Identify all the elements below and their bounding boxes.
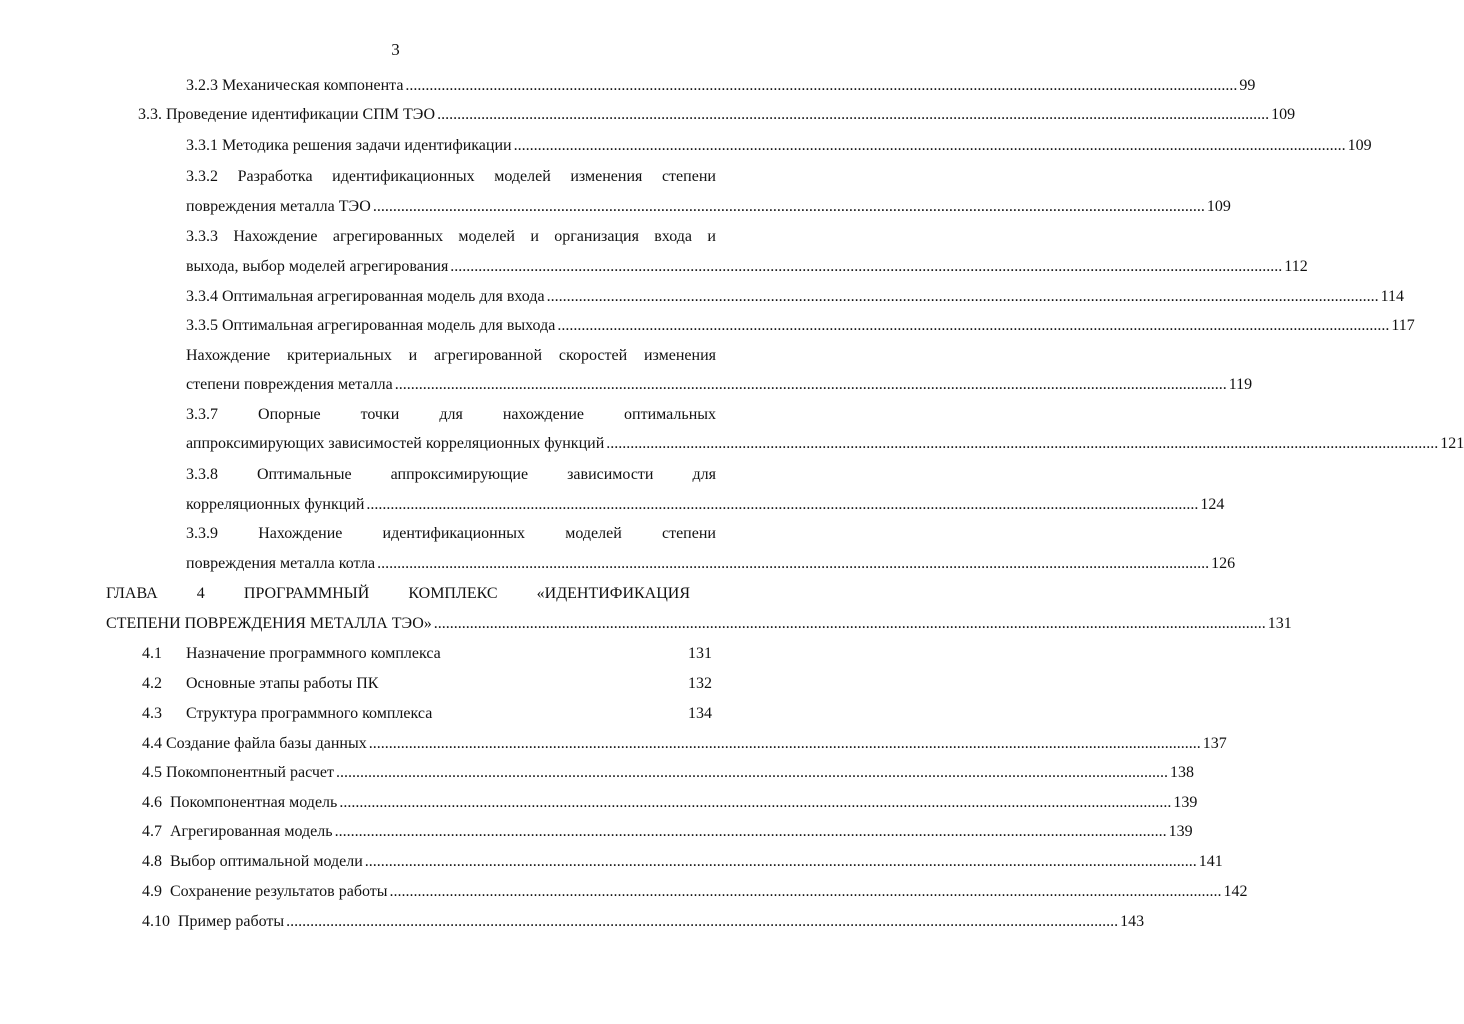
toc-entry-3-3-8-line1: [186, 464, 716, 486]
toc-entry-label: 3.2.3 Механическая компонента: [186, 77, 404, 94]
toc-page-number: 124: [1200, 496, 1225, 513]
dot-leader: [336, 762, 1168, 784]
toc-entry-label: корреляционных функций: [186, 496, 365, 513]
word: КОМПЛЕКС: [408, 585, 498, 602]
dot-leader: [437, 104, 1269, 126]
dot-leader: [369, 733, 1201, 755]
toc-entry-label: 3.3.4 Оптимальная агрегированная модель для входа: [186, 288, 545, 305]
dot-leader: [450, 256, 1282, 278]
dot-leader: [377, 553, 1209, 575]
toc-page-number: 117: [1391, 317, 1415, 334]
toc-entry-label: 3.3.1 Методика решения задачи идентификации: [186, 137, 512, 154]
toc-page-number: 109: [1206, 198, 1231, 215]
word: оптимальных: [624, 406, 716, 423]
toc-page-number: 109: [1347, 137, 1372, 154]
toc-entry-4-4: [142, 733, 1227, 755]
dot-leader: [365, 851, 1197, 873]
word: зависимости: [567, 466, 654, 483]
toc-entry-3-3-5: [186, 315, 1415, 337]
toc-entry-3-3-3-line2: [186, 256, 1308, 278]
dot-leader: [335, 821, 1167, 843]
toc-entry-label: повреждения металла ТЭО: [186, 198, 371, 215]
toc-page-number: 141: [1198, 853, 1223, 870]
dot-leader: [366, 494, 1198, 516]
toc-page-number: 139: [1173, 794, 1198, 811]
toc-entry-3-3-9-line1: [186, 523, 716, 545]
word: для: [439, 406, 463, 423]
toc-entry-label: 4.4 Создание файла базы данных: [142, 735, 367, 752]
word: критериальных: [287, 347, 392, 364]
toc-entry-code: 4.3: [142, 705, 162, 722]
toc-chapter-4-line1: [106, 583, 690, 605]
word: и: [530, 228, 539, 245]
toc-entry-4-1: [142, 643, 712, 665]
toc-entry-label: 3.3.5 Оптимальная агрегированная модель для выхода: [186, 317, 556, 334]
word: и: [408, 347, 418, 364]
word: 3.3.8: [186, 466, 218, 483]
toc-page-number: 99: [1239, 77, 1256, 94]
toc-page-number: 134: [688, 705, 712, 722]
toc-entry-label: 4.8 Выбор оптимальной модели: [142, 853, 363, 870]
word: агрегированной: [434, 347, 543, 364]
toc-entry-label: 4.6 Покомпонентная модель: [142, 794, 338, 811]
toc-page-number: 138: [1170, 764, 1195, 781]
toc-entry-3-3: [138, 104, 1296, 126]
toc-entry-3-2-3: [186, 75, 1256, 97]
toc-page-number: 109: [1271, 106, 1296, 123]
toc-page-number: 114: [1380, 288, 1404, 305]
toc-entry-4-5: [142, 762, 1195, 784]
toc-entry-4-9: [142, 881, 1248, 903]
toc-entry-3-3-9-line2: [186, 553, 1236, 575]
word: ГЛАВА: [106, 585, 158, 602]
word: точки: [360, 406, 400, 423]
word: ПРОГРАММНЫЙ: [243, 585, 370, 602]
word: Нахождение: [258, 525, 343, 542]
toc-entry-label: 4.10 Пример работы: [142, 913, 285, 930]
word: Опорные: [258, 406, 321, 423]
dot-leader: [405, 75, 1237, 97]
word: Оптимальные: [257, 466, 352, 483]
word: моделей: [458, 228, 515, 245]
toc-entry-label: степени повреждения металла: [186, 376, 393, 393]
toc-entry-4-8: [142, 851, 1223, 873]
dot-leader: [286, 911, 1118, 933]
word: агрегированных: [332, 228, 444, 245]
toc-page-number: 143: [1120, 913, 1145, 930]
toc-entry-3-3-2-line1: [186, 166, 716, 188]
word: идентификационных: [332, 168, 475, 185]
toc-entry-3-3-6-line2: [186, 374, 1253, 396]
dot-leader: [606, 433, 1438, 455]
word: Нахождение: [233, 228, 318, 245]
toc-entry-code: 4.2: [142, 675, 162, 692]
toc-page-number: 126: [1211, 555, 1236, 572]
word: идентификационных: [382, 525, 526, 542]
toc-entry-3-3-4: [186, 286, 1404, 308]
word: моделей: [565, 525, 622, 542]
toc-entry-label: повреждения металла котла: [186, 555, 376, 572]
toc-page-number: 131: [688, 645, 712, 662]
word: 3.3.7: [186, 406, 218, 423]
word: и: [707, 228, 716, 245]
toc-entry-label: 3.3. Проведение идентификации СПМ ТЭО: [138, 106, 436, 123]
toc-entry-label: аппроксимирующих зависимостей корреляционных функций: [186, 435, 605, 452]
word: изменения: [643, 347, 716, 364]
word: степени: [661, 525, 716, 542]
dot-leader: [434, 613, 1266, 635]
word: организация: [554, 228, 639, 245]
toc-entry-3-3-6-line1: [186, 345, 716, 367]
page-number: 3: [391, 40, 400, 59]
toc-page-number: 119: [1228, 376, 1253, 393]
toc-entry-3-3-1: [186, 135, 1372, 157]
toc-entry-label: выхода, выбор моделей агрегирования: [186, 258, 449, 275]
dot-leader: [557, 315, 1389, 337]
toc-page-number: 132: [688, 675, 712, 692]
word: Нахождение: [186, 347, 271, 364]
toc-entry-code: 4.1: [142, 645, 162, 662]
toc-page-number: 131: [1267, 615, 1292, 632]
word: 3.3.9: [186, 525, 218, 542]
word: 3.3.3: [186, 228, 218, 245]
word: Разработка: [237, 168, 313, 185]
dot-leader: [395, 374, 1227, 396]
toc-chapter-4-line2: [106, 613, 1292, 635]
toc-entry-3-3-8-line2: [186, 494, 1225, 516]
toc-entry-4-3: [142, 703, 712, 725]
word: 3.3.2: [186, 168, 218, 185]
toc-entry-3-3-3-line1: [186, 226, 716, 248]
toc-entry-label: Основные этапы работы ПК: [186, 675, 379, 692]
dot-leader: [514, 135, 1346, 157]
word: аппроксимирующие: [390, 466, 529, 483]
toc-entry-3-3-2-line2: [186, 196, 1231, 218]
word: скоростей: [558, 347, 628, 364]
word: изменения: [570, 168, 643, 185]
toc-page-number: 139: [1168, 823, 1193, 840]
dot-leader: [373, 196, 1205, 218]
toc-entry-label: Структура программного комплекса: [186, 705, 433, 722]
toc-page-number: 142: [1223, 883, 1248, 900]
word: моделей: [494, 168, 551, 185]
word: нахождение: [502, 406, 585, 423]
toc-entry-label: 4.9 Сохранение результатов работы: [142, 883, 388, 900]
dot-leader: [339, 792, 1171, 814]
word: «ИДЕНТИФИКАЦИЯ: [536, 585, 690, 602]
dot-leader: [547, 286, 1379, 308]
word: степени: [661, 168, 716, 185]
toc-entry-label: 4.5 Покомпонентный расчет: [142, 764, 335, 781]
toc-entry-3-3-7-line2: [186, 433, 1464, 455]
toc-entry-4-6: [142, 792, 1198, 814]
word: для: [692, 466, 716, 483]
toc-entry-3-3-7-line1: [186, 404, 716, 426]
toc-entry-4-10: [142, 911, 1145, 933]
toc-page-number: 121: [1440, 435, 1464, 452]
toc-page-number: 137: [1202, 735, 1227, 752]
toc-page-number: 112: [1284, 258, 1308, 275]
word: 4: [196, 585, 205, 602]
toc-entry-label: 4.7 Агрегированная модель: [142, 823, 333, 840]
toc-entry-4-7: [142, 821, 1193, 843]
word: входа: [654, 228, 693, 245]
toc-entry-label: СТЕПЕНИ ПОВРЕЖДЕНИЯ МЕТАЛЛА ТЭО»: [106, 615, 432, 632]
toc-entry-4-2: [142, 673, 712, 695]
toc-entry-label: Назначение программного комплекса: [186, 645, 441, 662]
dot-leader: [390, 881, 1222, 903]
